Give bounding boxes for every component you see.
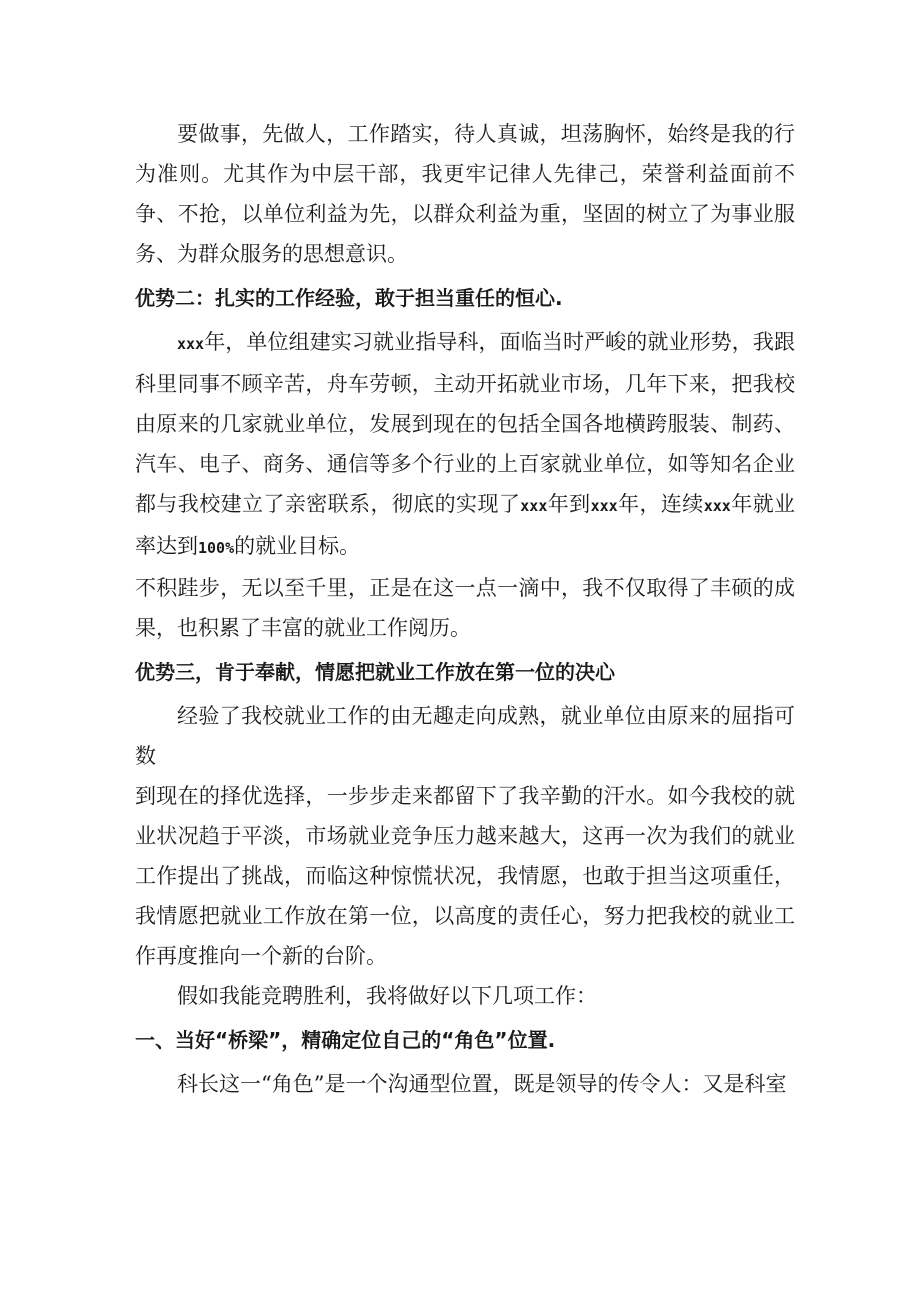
paragraph-employment-experience (135, 322, 795, 568)
paragraph-work-plan-intro: 假如我能竞聘胜利，我将做好以下几项工作： (177, 984, 597, 1008)
paragraph-text-segment: 的就业目标。 (234, 534, 361, 558)
paragraph-text-segment: 年，连续 (617, 492, 704, 516)
paragraph-accumulated-experience: 不积跬步，无以至千里，正是在这一点一滴中，我不仅取得了丰硕的成果，也积累了丰富的就业工作阅历。 (135, 576, 795, 640)
paragraph-employment-growth-continued: 到现在的择优选择，一步步走来都留下了我辛勤的汗水。如今我校的就业状况趋于平淡，市场就业竞争压力越来越大，这再一次为我们的就业工作提出了挑战，而临这种惊慌状况，我情愿，也敢于担当这项重任，我情愿把就业工作放在第一位，以高度的责任心，努力把我校的就业工作再度推向一个新的台阶。 (135, 784, 795, 968)
heading-plan-item-one: 一、当好“桥梁”，精确定位自己的“角色”位置. (135, 1028, 556, 1052)
placeholder-year: xxx (703, 497, 731, 515)
heading-advantage-two: 优势二：扎实的工作经验，敢于担当重任的恒心. (135, 286, 563, 310)
paragraph-text-segment: 年到 (547, 492, 591, 516)
placeholder-year: xxx (590, 497, 618, 515)
placeholder-year: xxx (177, 335, 205, 353)
paragraph-code-of-conduct: 要做事，先做人，工作踏实，待人真诚，坦荡胸怀，始终是我的行为准则。尤其作为中层干部，我更牢记律人先律己，荣誉利益面前不争、不抢，以单位利益为先，以群众利益为重，坚固的树立了为事业服务、为群众服务的思想意识。 (135, 122, 795, 266)
paragraph-role-description: 科长这一“角色”是一个沟通型位置，既是领导的传令人：又是科室 (177, 1072, 787, 1096)
document-body (135, 114, 795, 1104)
employment-rate-value: 100% (198, 539, 235, 557)
placeholder-year: xxx (520, 497, 548, 515)
paragraph-employment-growth-start: 经验了我校就业工作的由无趣走向成熟，就业单位由原来的屈指可数 (135, 704, 795, 768)
paragraph-text-segment: 年，单位组建实习就业指导科，面临当时严峻的就业形势，我跟科里同事不顾辛苦，舟车劳顿，主动开拓就业市场，几年下来，把我校由原来的几家就业单位，发展到现在的包括全国各地横跨服装、制药、汽车、电子、商务、通信等多个行业的上百家就业单位，如等知名企业都与我校建立了亲密联系，彻底的实现了 (135, 330, 795, 516)
paragraph-text-segment: 年就业率达到 (135, 492, 796, 558)
heading-advantage-three: 优势三，肯于奉献，情愿把就业工作放在第一位的决心 (135, 660, 615, 684)
